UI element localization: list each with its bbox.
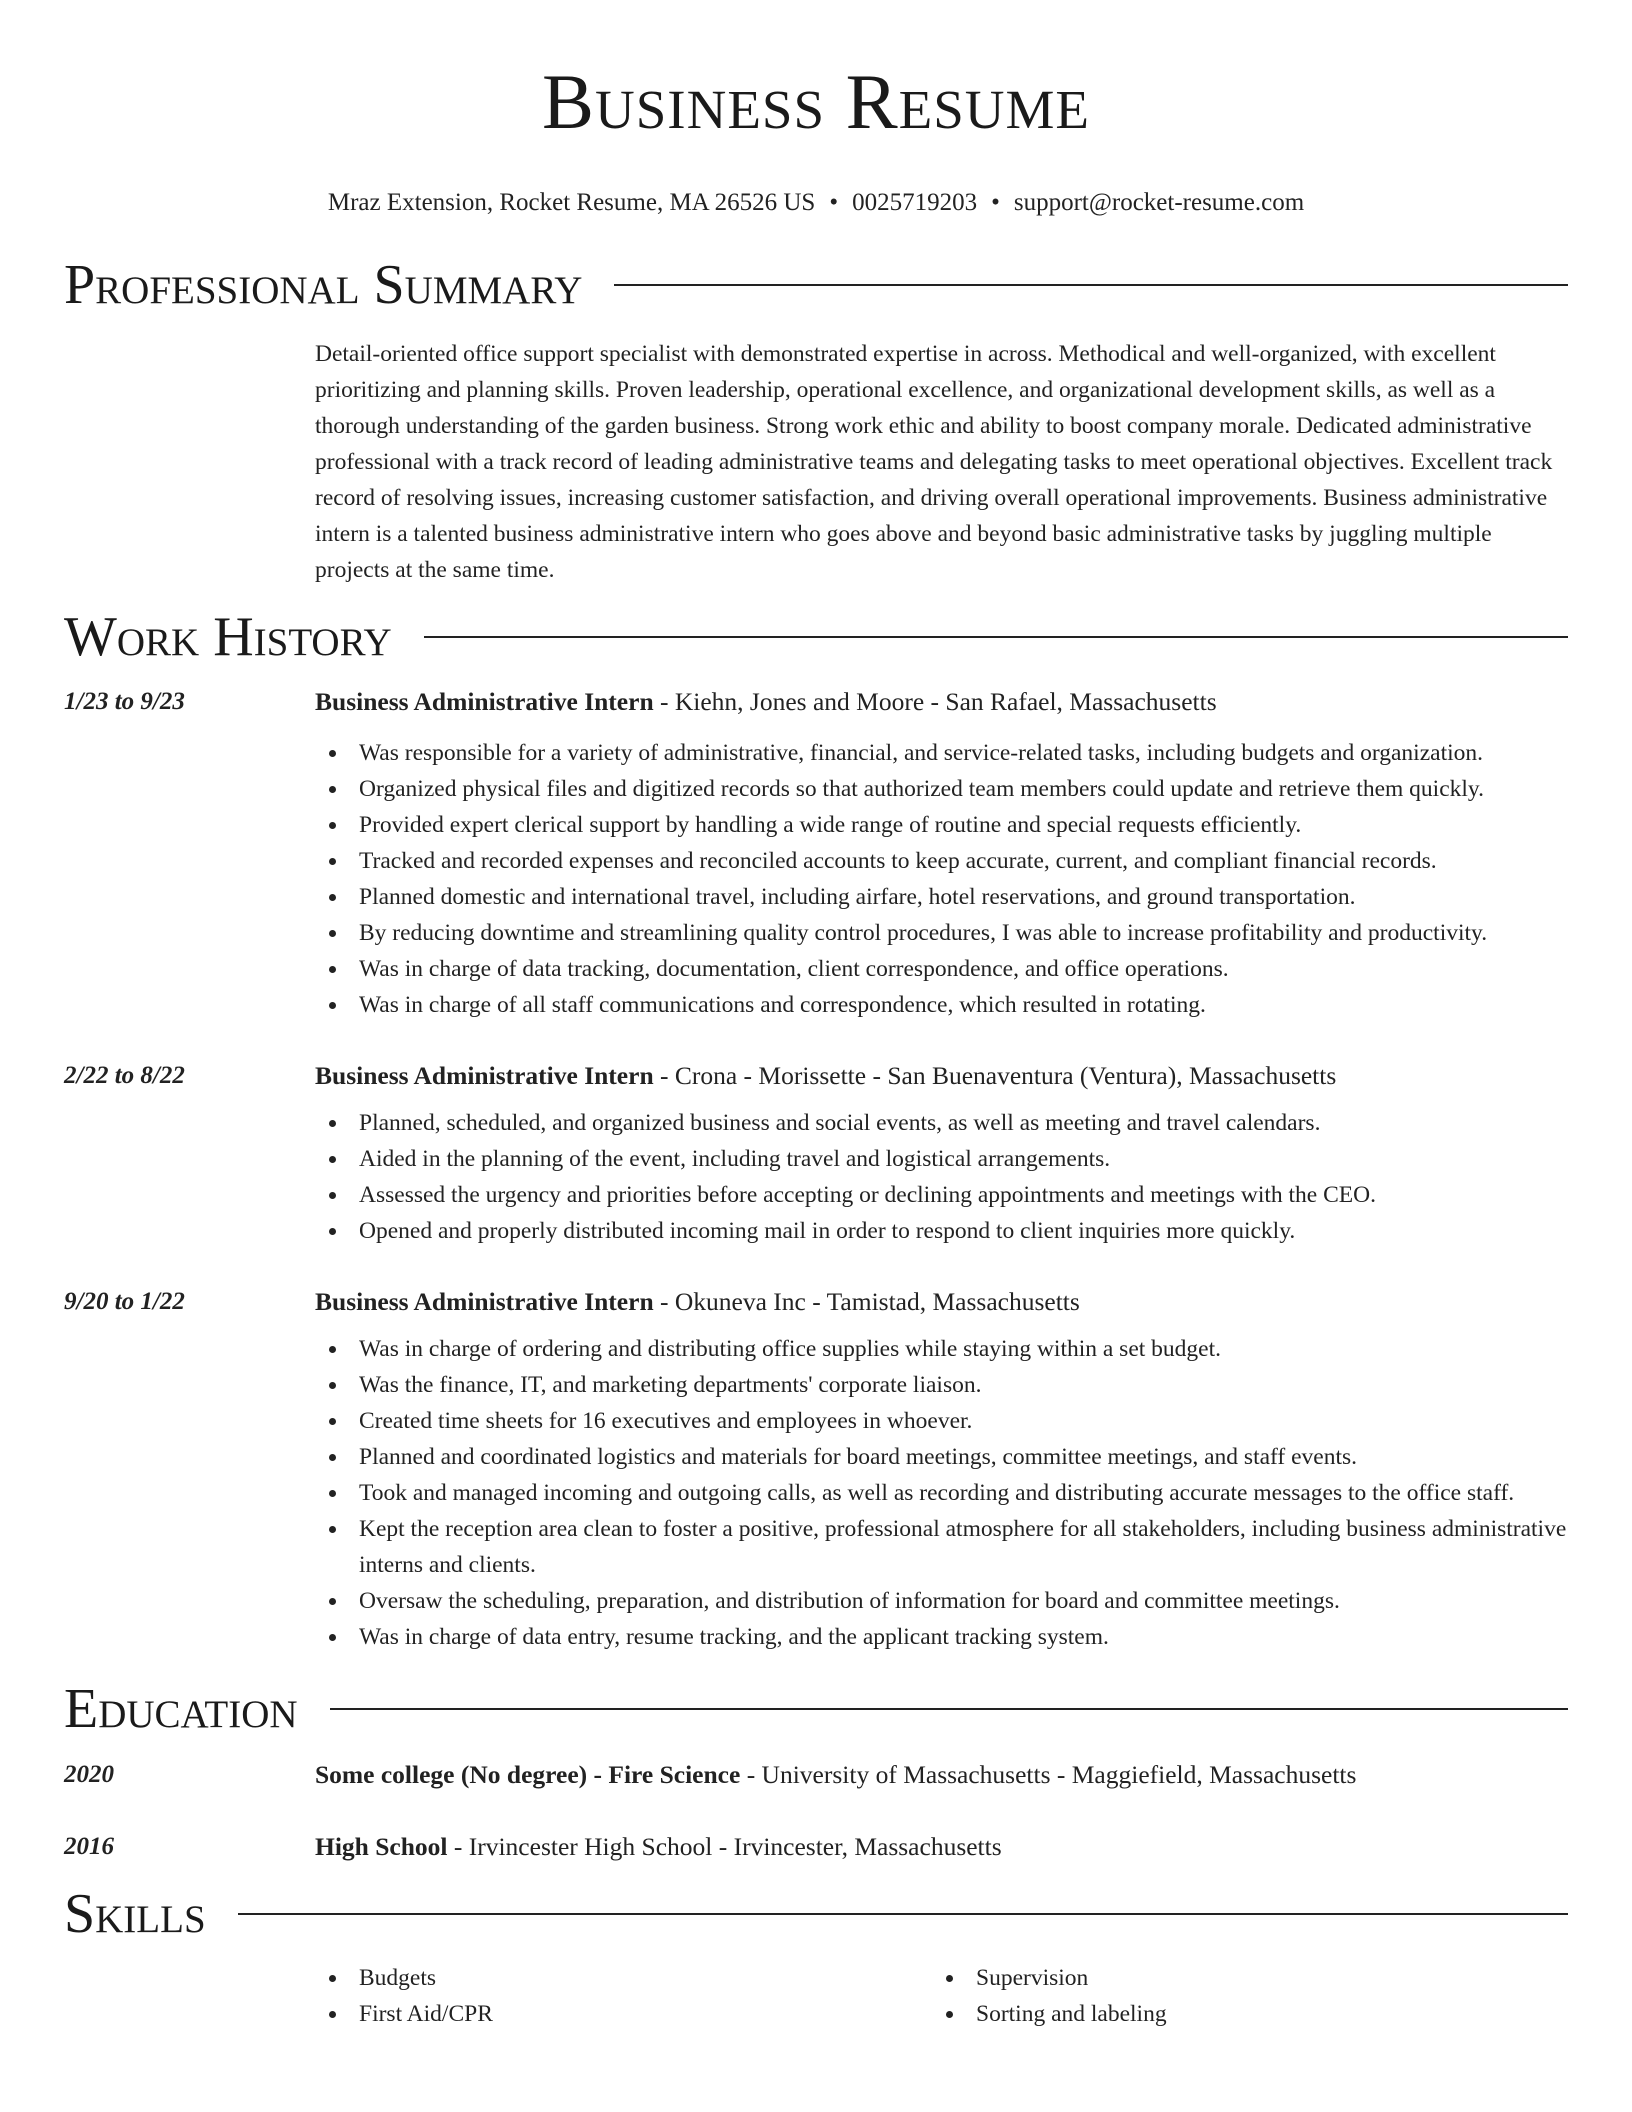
education-year: 2020 xyxy=(64,1761,114,1788)
job-bullets xyxy=(315,1331,1568,1655)
summary-section-title: Professional Summary xyxy=(64,254,583,316)
job-date: 9/20 to 1/22 xyxy=(64,1288,185,1315)
skills-column-left xyxy=(315,1960,932,2032)
skill-item: Sorting and labeling xyxy=(932,1996,1549,2032)
education-entry xyxy=(64,1832,1568,1862)
job-bullets xyxy=(315,735,1568,1023)
job-bullet: Provided expert clerical support by handling a wide range of routine and special requests efficiently. xyxy=(315,807,1568,843)
job-bullet: Planned domestic and international travel, including airfare, hotel reservations, and ground transportation. xyxy=(315,879,1568,915)
skill-item: Supervision xyxy=(932,1960,1549,1996)
job-bullet: Was the finance, IT, and marketing departments' corporate liaison. xyxy=(315,1367,1568,1403)
job-bullet: Oversaw the scheduling, preparation, and distribution of information for board and committee meetings. xyxy=(315,1583,1568,1619)
job-details: - Crona - Morissette - San Buenaventura (Ventura), Massachusetts xyxy=(653,1061,1337,1090)
section-divider xyxy=(424,636,1568,638)
job-role: Business Administrative Intern xyxy=(315,687,654,716)
contact-separator: • xyxy=(991,189,1000,216)
job-bullet: Aided in the planning of the event, including travel and logistical arrangements. xyxy=(315,1141,1568,1177)
education-degree: Some college (No degree) - Fire Science xyxy=(315,1760,741,1789)
job-bullet: Tracked and recorded expenses and reconciled accounts to keep accurate, current, and compliant financial records. xyxy=(315,843,1568,879)
job-body xyxy=(315,1287,1568,1655)
job-bullets xyxy=(315,1105,1568,1249)
job-bullet: Planned, scheduled, and organized business and social events, as well as meeting and travel calendars. xyxy=(315,1105,1568,1141)
job-bullet: Created time sheets for 16 executives and employees in whoever. xyxy=(315,1403,1568,1439)
job-bullet: By reducing downtime and streamlining quality control procedures, I was able to increase profitability and productivity. xyxy=(315,915,1568,951)
contact-line xyxy=(64,188,1568,218)
section-divider xyxy=(330,1708,1568,1710)
education-title xyxy=(315,1832,1002,1862)
education-title xyxy=(315,1760,1356,1790)
job-title xyxy=(315,1287,1568,1317)
job-entry xyxy=(64,687,1568,1023)
skills-section-title: Skills xyxy=(64,1883,206,1945)
job-bullet: Was in charge of data tracking, documentation, client correspondence, and office operations. xyxy=(315,951,1568,987)
job-details: - Okuneva Inc - Tamistad, Massachusetts xyxy=(653,1287,1080,1316)
job-bullet: Opened and properly distributed incoming mail in order to respond to client inquiries more quickly. xyxy=(315,1213,1568,1249)
job-bullet: Took and managed incoming and outgoing calls, as well as recording and distributing accurate messages to the office staff. xyxy=(315,1475,1568,1511)
job-bullet: Organized physical files and digitized records so that authorized team members could update and retrieve them quickly. xyxy=(315,771,1568,807)
job-date: 2/22 to 8/22 xyxy=(64,1062,185,1089)
skills-list xyxy=(64,1960,1568,2032)
skills-section-header xyxy=(64,1884,1568,1944)
job-role: Business Administrative Intern xyxy=(315,1061,654,1090)
skills-column-right xyxy=(932,1960,1549,2032)
contact-phone: 0025719203 xyxy=(852,189,978,216)
job-bullet: Planned and coordinated logistics and materials for board meetings, committee meetings, and staff events. xyxy=(315,1439,1568,1475)
contact-separator: • xyxy=(829,189,839,216)
resume-name: Business Resume xyxy=(541,58,1091,145)
job-body xyxy=(315,687,1568,1023)
job-bullet: Was in charge of all staff communications and correspondence, which resulted in rotating. xyxy=(315,987,1568,1023)
education-degree: High School xyxy=(315,1832,448,1861)
job-bullet: Was responsible for a variety of administrative, financial, and service-related tasks, including budgets and organization. xyxy=(315,735,1568,771)
section-divider xyxy=(614,284,1568,286)
job-details: - Kiehn, Jones and Moore - San Rafael, Massachusetts xyxy=(653,687,1217,716)
job-date: 1/23 to 9/23 xyxy=(64,688,185,715)
summary-section-header xyxy=(64,255,1568,315)
job-title xyxy=(315,687,1568,717)
education-entry xyxy=(64,1760,1568,1790)
summary-text: Detail-oriented office support specialist with demonstrated expertise in across. Methodical and well-organized, with excellent prioritizing and planning skills. Proven leadership, operational excellence, and organizational development skills, as well as a thorough understanding of the garden business. Strong work ethic and ability to boost company morale. Dedicated administrative professional with a track record of leading administrative teams and delegating tasks to meet operational objectives. Excellent track record of resolving issues, increasing customer satisfaction, and driving overall operational improvements. Business administrative intern is a talented business administrative intern who goes above and beyond basic administrative tasks by juggling multiple projects at the same time. xyxy=(315,341,1553,583)
job-role: Business Administrative Intern xyxy=(315,1287,654,1316)
education-details: - Irvincester High School - Irvincester, Massachusetts xyxy=(447,1832,1002,1861)
job-entry xyxy=(64,1061,1568,1249)
job-bullet: Was in charge of ordering and distributing office supplies while staying within a set budget. xyxy=(315,1331,1568,1367)
skill-item: First Aid/CPR xyxy=(315,1996,932,2032)
skill-item: Budgets xyxy=(315,1960,932,1996)
section-divider xyxy=(238,1913,1568,1915)
work-section-title: Work History xyxy=(64,606,392,668)
work-section-header xyxy=(64,607,1568,667)
education-section-header xyxy=(64,1679,1568,1739)
education-year: 2016 xyxy=(64,1833,114,1860)
job-entry xyxy=(64,1287,1568,1655)
job-bullet: Was in charge of data entry, resume tracking, and the applicant tracking system. xyxy=(315,1619,1568,1655)
education-details: - University of Massachusetts - Maggiefield, Massachusetts xyxy=(740,1760,1357,1789)
job-title xyxy=(315,1061,1568,1091)
job-body xyxy=(315,1061,1568,1249)
contact-email: support@rocket-resume.com xyxy=(1013,189,1305,216)
education-section-title: Education xyxy=(64,1678,298,1740)
job-bullet: Kept the reception area clean to foster a positive, professional atmosphere for all stakeholders, including business administrative interns and clients. xyxy=(315,1511,1568,1583)
contact-address: Mraz Extension, Rocket Resume, MA 26526 US xyxy=(327,189,816,216)
job-bullet: Assessed the urgency and priorities before accepting or declining appointments and meetings with the CEO. xyxy=(315,1177,1568,1213)
